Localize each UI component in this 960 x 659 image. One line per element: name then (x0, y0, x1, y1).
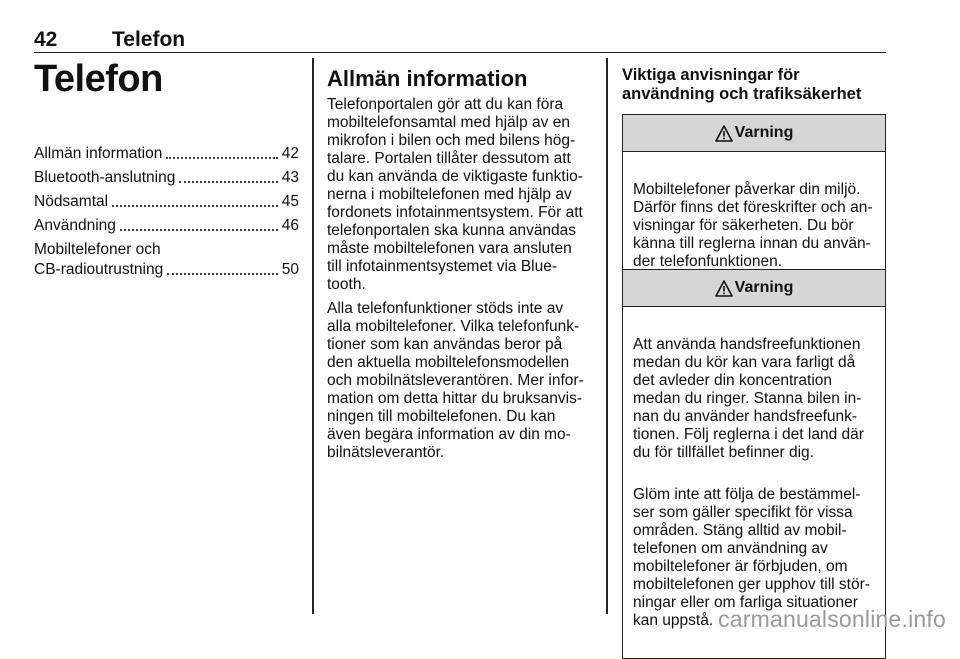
safety-section (622, 66, 886, 104)
page-number: 42 (34, 28, 58, 51)
column-divider (606, 58, 608, 614)
toc-item[interactable] (34, 192, 299, 212)
warning-header (623, 270, 885, 307)
toc-item-title: Allmän information (34, 145, 163, 162)
toc-item-title: Bluetooth-anslutning (34, 169, 176, 186)
warning-paragraph: Glöm inte att följa de bestämmel- ser som gäller specifikt för vissa områden. Stäng alltid av mobil- telefonen om användning av mobiltelefoner är förbjuden, om mobiltelefonen ger upphov till stör- ningar eller om farliga situationer kan uppstå. (633, 486, 870, 629)
body-paragraph: Alla telefonfunktioner stöds inte av alla mobiltelefoner. Vilka telefonfunk- tioner som kan användas beror på den aktuella mobiltelefonsmodellen och mobilnätsleverantören. Mer infor- mation om detta hittar du bruksanvis- ningen till mobiltelefonen. Du kan även begära information av din mo- bilnätsleverantör. (327, 300, 584, 461)
table-of-contents (34, 144, 299, 284)
general-information-section (327, 66, 593, 468)
toc-leader-dots (120, 229, 278, 231)
warning-header (623, 115, 885, 152)
safety-heading: Viktiga anvisningar för användning och trafiksäkerhet (622, 66, 862, 103)
toc-item-page: 42 (281, 145, 299, 162)
warning-triangle-icon (715, 280, 733, 297)
toc-item-page: 50 (281, 261, 299, 278)
running-header-title: Telefon (112, 28, 186, 51)
toc-leader-dots (179, 181, 277, 183)
body-paragraph: Telefonportalen gör att du kan föra mobiltelefonsamtal med hjälp av en mikrofon i bilen och med bilens hög- talare. Portalen tillåter dessutom att du kan använda de viktigaste funktio- nerna i mobiltelefonen med hjälp av fordonets infotainmentsystem. För att telefonportalen ska kunna användas måste mobiltelefonen vara ansluten till infotainmentsystemet via Blue- tooth. (327, 96, 583, 293)
toc-item[interactable] (34, 216, 299, 236)
toc-item[interactable] (34, 240, 299, 280)
warning-paragraph: Att använda handsfreefunktionen medan du kör kan vara farligt då det avleder din koncentration medan du ringer. Stanna bilen in- nan du använder handsfreefunk- tionen. Följ reglerna i det land där du för tillfället befinner dig. (633, 336, 864, 461)
toc-item-title: Användning (34, 217, 116, 234)
toc-item-page: 45 (281, 193, 299, 210)
toc-item[interactable] (34, 144, 299, 164)
warning-paragraph: Mobiltelefoner påverkar din miljö. Därför finns det föreskrifter och an- visningar för säkerheten. Du bör känna till reglerna innan du använ- der telefonfunktionen. (633, 181, 873, 270)
warning-triangle-icon (715, 125, 733, 142)
toc-item-page: 43 (281, 169, 299, 186)
toc-leader-dots (167, 273, 278, 275)
toc-item-title: Nödsamtal (34, 193, 109, 210)
warning-box (622, 269, 886, 659)
toc-item-page: 46 (281, 217, 299, 234)
page-header (34, 24, 886, 53)
watermark: carmanualsonline.info (718, 606, 946, 632)
section-heading: Allmän information (327, 66, 528, 91)
warning-label: Varning (734, 279, 794, 296)
column-divider (312, 58, 314, 614)
toc-leader-dots (112, 205, 278, 207)
warning-label: Varning (734, 124, 794, 141)
toc-item[interactable] (34, 168, 299, 188)
chapter-title: Telefon (34, 58, 163, 100)
toc-item-title: Mobiltelefoner och CB-radioutrustning (34, 241, 164, 278)
toc-leader-dots (166, 157, 277, 159)
